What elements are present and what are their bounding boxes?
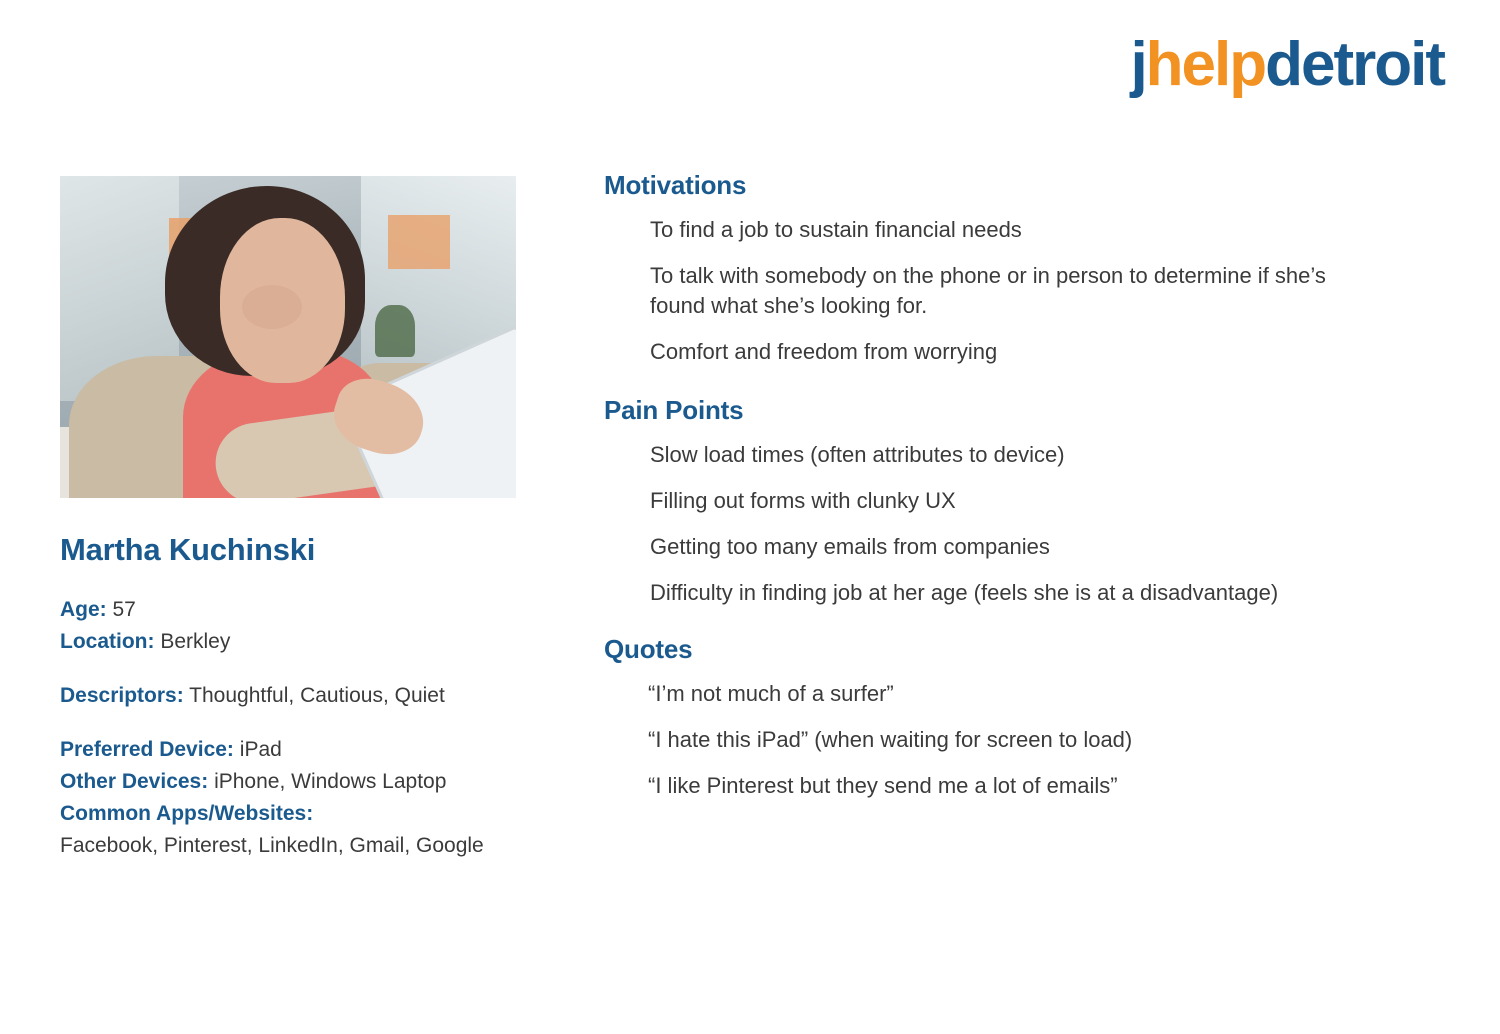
fact-common-apps-label: Common Apps/Websites: xyxy=(60,802,314,825)
list-item: Filling out forms with clunky UX xyxy=(650,488,956,513)
section-quotes-title: Quotes xyxy=(604,634,693,664)
fact-age-value: 57 xyxy=(106,598,136,621)
persona-name: Martha Kuchinski xyxy=(60,532,316,567)
list-item: To find a job to sustain financial needs xyxy=(650,217,1022,242)
persona-photo xyxy=(60,176,516,498)
list-item: “I’m not much of a surfer” xyxy=(648,681,894,706)
fact-location xyxy=(60,626,530,658)
persona-facts xyxy=(60,594,530,862)
jhelpdetroit-logo xyxy=(1130,30,1444,99)
logo-part-help: help xyxy=(1145,30,1266,99)
section-motivations xyxy=(604,170,1364,367)
list-item: “I like Pinterest but they send me a lot of emails” xyxy=(648,773,1118,798)
persona-profile-column xyxy=(60,176,530,884)
list-item: Comfort and freedom from worrying xyxy=(650,339,998,364)
photo-plant xyxy=(375,305,415,357)
section-pain-points xyxy=(604,395,1364,608)
fact-other-devices xyxy=(60,766,530,798)
fact-location-value: Berkley xyxy=(154,630,231,653)
fact-other-devices-value: iPhone, Windows Laptop xyxy=(208,770,447,793)
list-item: To talk with somebody on the phone or in person to determine if she’s found what she’s looking for. xyxy=(650,263,1326,318)
logo-part-j: j xyxy=(1130,30,1146,99)
fact-preferred-device-label: Preferred Device: xyxy=(60,738,234,761)
list-item: Getting too many emails from companies xyxy=(650,534,1050,559)
list-item: Slow load times (often attributes to device) xyxy=(650,442,1065,467)
photo-lamp-right xyxy=(388,215,450,269)
pain-points-list xyxy=(604,440,1364,608)
fact-devices-apps xyxy=(60,734,530,862)
section-quotes xyxy=(604,634,1364,801)
fact-descriptors-label: Descriptors: xyxy=(60,684,184,707)
fact-other-devices-label: Other Devices: xyxy=(60,770,209,793)
section-motivations-title: Motivations xyxy=(604,170,747,200)
quotes-list xyxy=(604,679,1364,801)
fact-age-label: Age: xyxy=(60,598,107,621)
fact-descriptors xyxy=(60,680,530,712)
fact-preferred-device xyxy=(60,734,530,766)
fact-age xyxy=(60,594,530,626)
fact-common-apps xyxy=(60,798,530,862)
fact-descriptors-value: Thoughtful, Cautious, Quiet xyxy=(183,684,445,707)
logo-part-detroit: detroit xyxy=(1265,30,1444,99)
persona-details-column xyxy=(604,170,1364,823)
fact-preferred-device-value: iPad xyxy=(233,738,282,761)
section-pain-points-title: Pain Points xyxy=(604,395,744,425)
fact-location-label: Location: xyxy=(60,630,155,653)
fact-age-location xyxy=(60,594,530,658)
list-item: “I hate this iPad” (when waiting for screen to load) xyxy=(648,727,1133,752)
motivations-list xyxy=(604,215,1364,367)
list-item: Difficulty in finding job at her age (feels she is at a disadvantage) xyxy=(650,580,1279,605)
fact-common-apps-value: Facebook, Pinterest, LinkedIn, Gmail, Google xyxy=(60,834,484,857)
